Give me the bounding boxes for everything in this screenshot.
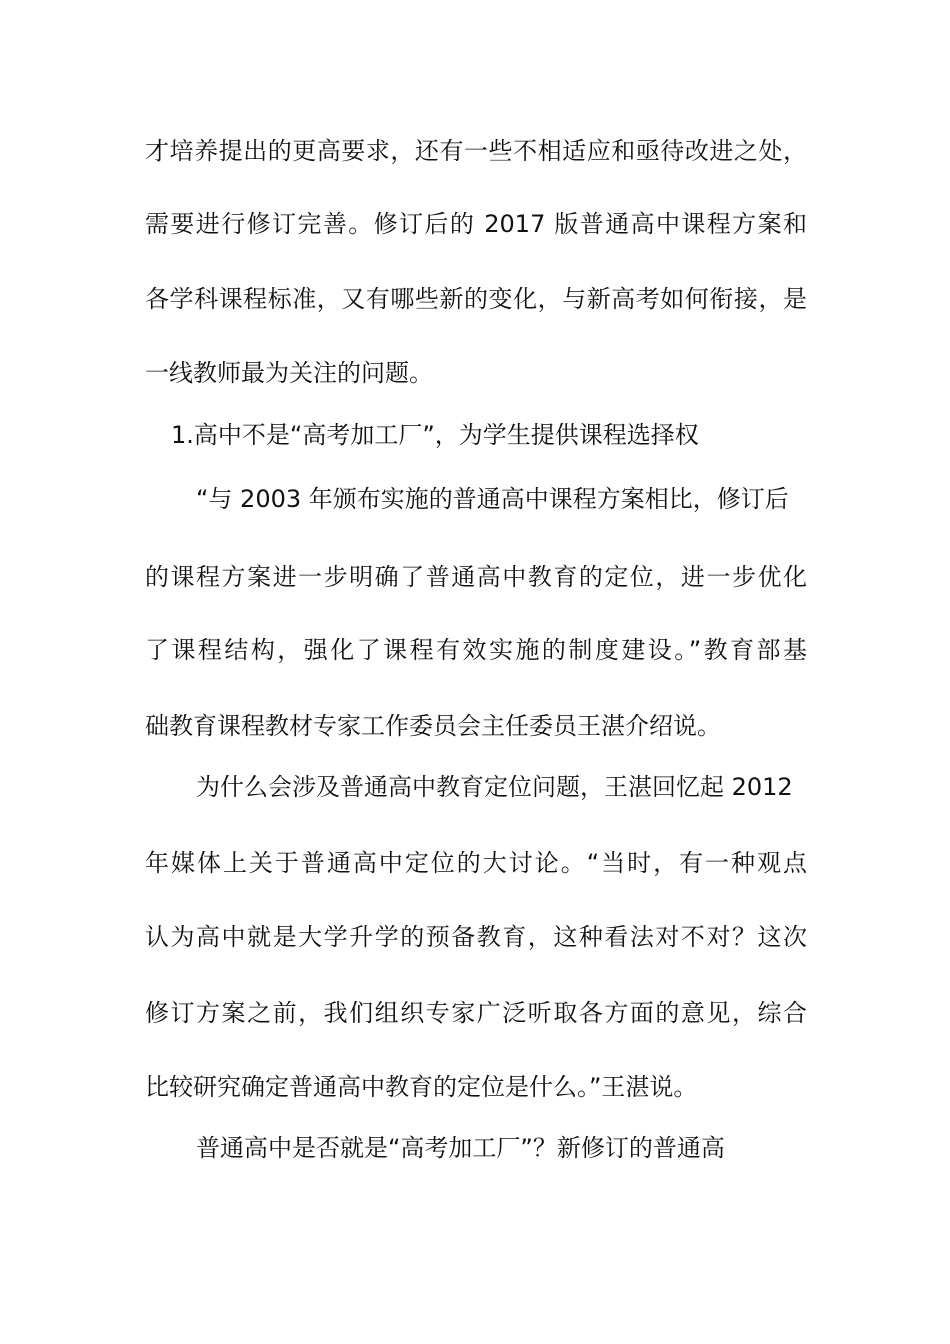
paragraph-line-3: 各学科课程标准，又有哪些新的变化，与新高考如何衔接，是 <box>145 285 807 313</box>
paragraph-line-1: 才培养提出的更高要求，还有一些不相适应和亟待改进之处， <box>145 137 807 165</box>
paragraph-line-11: 年媒体上关于普通高中定位的大讨论。“当时，有一种观点 <box>145 849 807 877</box>
paragraph-line-2: 需要进行修订完善。修订后的 2017 版普通高中课程方案和 <box>145 210 807 238</box>
paragraph-line-15: 普通高中是否就是“高考加工厂”？新修订的普通高 <box>196 1134 725 1162</box>
paragraph-line-14: 比较研究确定普通高中教育的定位是什么。”王湛说。 <box>145 1073 698 1101</box>
section-heading: 1.高中不是“高考加工厂”，为学生提供课程选择权 <box>171 421 699 449</box>
paragraph-line-7: 的课程方案进一步明确了普通高中教育的定位，进一步优化 <box>145 563 807 591</box>
paragraph-line-10: 为什么会涉及普通高中教育定位问题，王湛回忆起 2012 <box>196 773 793 801</box>
paragraph-line-12: 认为高中就是大学升学的预备教育，这种看法对不对？这次 <box>145 923 807 951</box>
paragraph-line-6: “与 2003 年颁布实施的普通高中课程方案相比，修订后 <box>196 485 789 513</box>
paragraph-line-13: 修订方案之前，我们组织专家广泛听取各方面的意见，综合 <box>145 999 807 1027</box>
paragraph-line-4: 一线教师最为关注的问题。 <box>145 359 433 387</box>
paragraph-line-9: 础教育课程教材专家工作委员会主任委员王湛介绍说。 <box>145 712 721 740</box>
paragraph-line-8: 了课程结构，强化了课程有效实施的制度建设。”教育部基 <box>145 636 807 664</box>
